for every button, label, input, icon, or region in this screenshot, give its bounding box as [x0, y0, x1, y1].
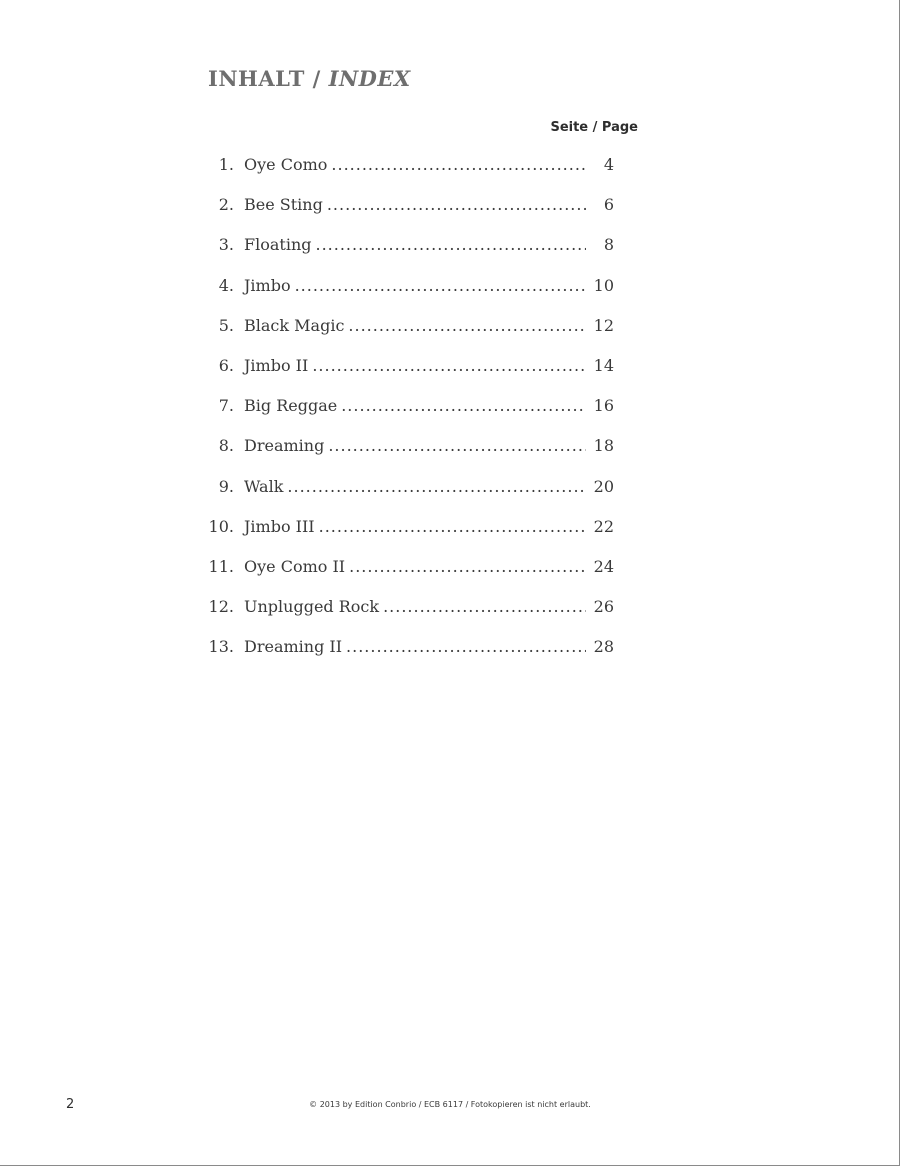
toc-entry-title: Bee Sting: [244, 195, 323, 215]
toc-entry-page: 24: [593, 556, 614, 576]
toc-entry-page: 8: [603, 235, 614, 255]
dot-leader: [315, 235, 586, 254]
toc-entry: [204, 155, 614, 195]
toc-entry: [204, 235, 614, 275]
dot-leader: [327, 195, 586, 214]
toc-entry-page: 6: [603, 195, 614, 215]
toc-entry-number: 5.: [218, 315, 234, 335]
toc-entry-number: 11.: [208, 556, 234, 576]
toc-entry-number: 12.: [208, 597, 234, 617]
toc-entry-page: 26: [593, 597, 614, 617]
toc-entry-number: 1.: [218, 155, 234, 174]
toc-entry-page: 4: [603, 155, 614, 174]
dot-leader: [346, 637, 586, 656]
toc-entry-number: 4.: [218, 275, 234, 295]
toc-entry-title: Big Reggae: [244, 396, 338, 416]
toc-entry-number: 7.: [218, 396, 234, 416]
dot-leader: [312, 356, 586, 375]
toc-entry: [204, 637, 614, 677]
toc-entry-title: Floating: [244, 235, 312, 255]
toc-entry: [204, 356, 614, 396]
table-of-contents: [204, 155, 614, 677]
toc-entry-title: Black Magic: [244, 315, 345, 335]
toc-entry-number: 2.: [218, 195, 234, 215]
toc-entry-title: Jimbo II: [244, 355, 309, 375]
title-separator: /: [312, 66, 321, 91]
title-inhalt: INHALT: [208, 66, 305, 91]
toc-entry: [204, 396, 614, 436]
toc-entry-page: 28: [593, 637, 614, 657]
toc-entry-page: 10: [593, 275, 614, 295]
toc-entry-title: Oye Como II: [244, 556, 346, 576]
toc-entry-page: 22: [593, 516, 614, 536]
toc-entry-title: Walk: [244, 476, 284, 496]
toc-entry-page: 16: [593, 396, 614, 416]
toc-entry-number: 10.: [208, 516, 234, 536]
dot-leader: [331, 155, 586, 174]
copyright-footer: © 2013 by Edition Conbrio / ECB 6117 / Fotokopieren ist nicht erlaubt.: [309, 1100, 591, 1109]
toc-entry: [204, 195, 614, 235]
toc-entry: [204, 557, 614, 597]
toc-entry-title: Oye Como: [244, 155, 328, 174]
dot-leader: [341, 396, 586, 415]
toc-entry-title: Dreaming: [244, 436, 325, 456]
dot-leader: [348, 316, 586, 335]
toc-entry: [204, 597, 614, 637]
dot-leader: [383, 597, 586, 616]
title-index: INDEX: [328, 66, 411, 91]
toc-entry-page: 18: [593, 436, 614, 456]
toc-entry: [204, 276, 614, 316]
toc-entry-number: 9.: [218, 476, 234, 496]
toc-entry-page: 14: [593, 355, 614, 375]
toc-entry: [204, 436, 614, 476]
toc-entry-title: Unplugged Rock: [244, 597, 380, 617]
toc-entry: [204, 477, 614, 517]
dot-leader: [287, 477, 586, 496]
toc-entry-number: 6.: [218, 355, 234, 375]
dot-leader: [295, 276, 586, 295]
dot-leader: [319, 517, 586, 536]
toc-entry-number: 3.: [218, 235, 234, 255]
page-number: 2: [66, 1097, 75, 1112]
page-column-heading: Seite / Page: [550, 120, 638, 135]
toc-entry-title: Dreaming II: [244, 637, 343, 657]
dot-leader: [349, 557, 586, 576]
toc-entry-title: Jimbo: [244, 275, 291, 295]
page-title: [208, 66, 411, 91]
toc-entry: [204, 517, 614, 557]
toc-entry-title: Jimbo III: [244, 516, 315, 536]
toc-entry-page: 12: [593, 315, 614, 335]
toc-entry-number: 8.: [218, 436, 234, 456]
toc-entry-page: 20: [593, 476, 614, 496]
toc-entry: [204, 316, 614, 356]
dot-leader: [328, 436, 586, 455]
toc-entry-number: 13.: [208, 637, 234, 657]
